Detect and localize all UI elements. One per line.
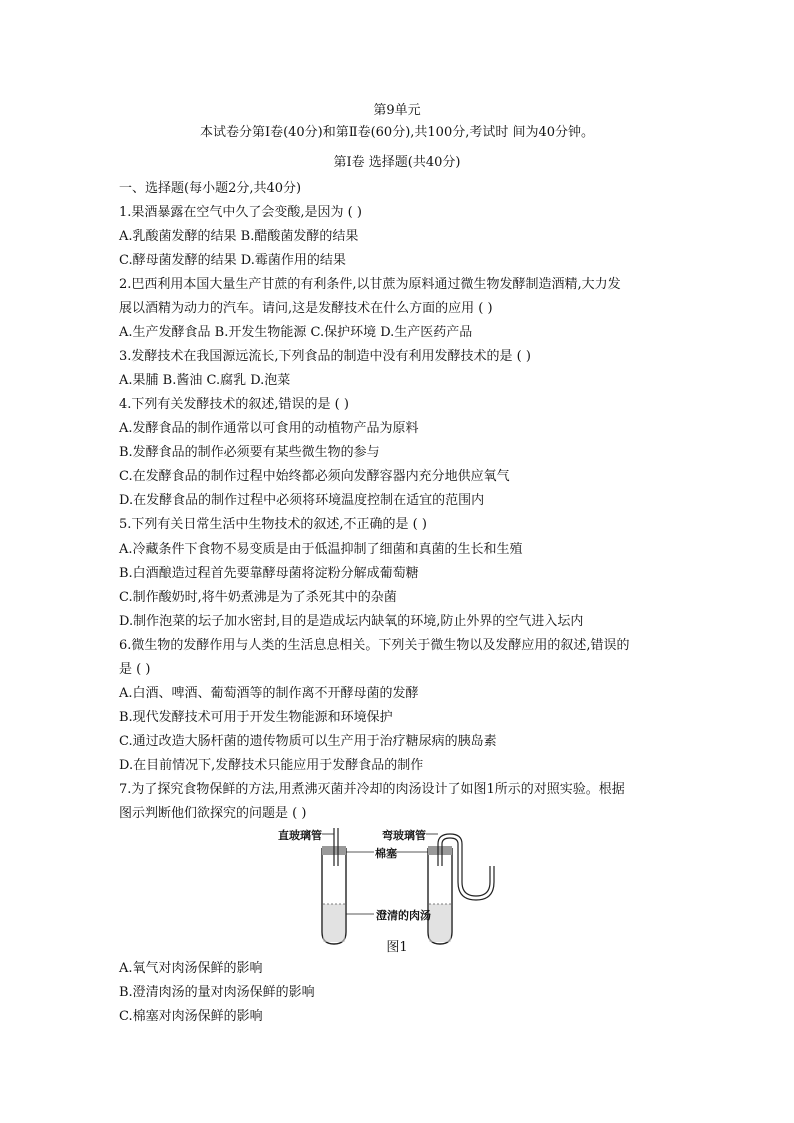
part-heading: 一、选择题(每小题2分,共40分) <box>119 181 302 196</box>
option-line: C.在发酵食品的制作过程中始终都必须向发酵容器内充分地供应氧气 <box>119 469 510 484</box>
option-line: C.制作酸奶时,将牛奶煮沸是为了杀死其中的杂菌 <box>119 590 397 605</box>
option-line: B.现代发酵技术可用于开发生物能源和环境保护 <box>119 710 393 725</box>
option-line: A.果脯 B.酱油 C.腐乳 D.泡菜 <box>119 373 291 388</box>
option-line: B.澄清肉汤的量对肉汤保鲜的影响 <box>119 985 315 1000</box>
option-line: C.通过改造大肠杆菌的遗传物质可以生产用于治疗糖尿病的胰岛素 <box>119 734 497 749</box>
label-broth: 澄清的肉汤 <box>376 909 431 922</box>
option-line: A.发酵食品的制作通常以可食用的动植物产品为原料 <box>119 421 419 436</box>
option-line: A.氧气对肉汤保鲜的影响 <box>119 961 263 976</box>
option-line: D.在目前情况下,发酵技术只能应用于发酵食品的制作 <box>119 758 424 773</box>
option-line: C.酵母菌发酵的结果 D.霉菌作用的结果 <box>119 253 346 268</box>
question-line: 6.微生物的发酵作用与人类的生活息息相关。下列关于微生物以及发酵应用的叙述,错误的 <box>119 638 630 653</box>
test-tube-diagram <box>278 826 518 954</box>
figure-1 <box>278 826 518 954</box>
option-line: A.白酒、啤酒、葡萄酒等的制作离不开酵母菌的发酵 <box>119 686 419 701</box>
section-title: 第Ⅰ卷 选择题(共40分) <box>333 155 461 170</box>
question-line: 是 ( ) <box>119 662 151 677</box>
question-line: 7.为了探究食物保鲜的方法,用煮沸灭菌并冷却的肉汤设计了如图1所示的对照实验。根据 <box>119 782 625 797</box>
figure-caption: 图1 <box>386 940 408 955</box>
question-line: 图示判断他们欲探究的问题是 ( ) <box>119 806 307 821</box>
unit-title: 第9单元 <box>373 103 421 118</box>
label-cotton: 棉塞 <box>375 847 397 860</box>
option-line: D.在发酵食品的制作过程中必须将环境温度控制在适宜的范围内 <box>119 493 485 508</box>
option-line: B.白酒酿造过程首先要靠酵母菌将淀粉分解成葡萄糖 <box>119 566 419 581</box>
question-line: 2.巴西利用本国大量生产甘蔗的有利条件,以甘蔗为原料通过微生物发酵制造酒精,大力发 <box>119 277 621 292</box>
label-straight-tube: 直玻璃管 <box>278 829 322 842</box>
option-line: A.乳酸菌发酵的结果 B.醋酸菌发酵的结果 <box>119 229 359 244</box>
option-line: A.冷藏条件下食物不易变质是由于低温抑制了细菌和真菌的生长和生殖 <box>119 542 523 557</box>
question-line: 1.果酒暴露在空气中久了会变酸,是因为 ( ) <box>119 205 362 220</box>
label-bent-tube: 弯玻璃管 <box>382 829 426 842</box>
question-line: 3.发酵技术在我国源远流长,下列食品的制造中没有利用发酵技术的是 ( ) <box>119 349 531 364</box>
option-line: B.发酵食品的制作必须要有某些微生物的参与 <box>119 445 380 460</box>
option-line: A.生产发酵食品 B.开发生物能源 C.保护环境 D.生产医药产品 <box>119 325 473 340</box>
question-line: 5.下列有关日常生活中生物技术的叙述,不正确的是 ( ) <box>119 517 427 532</box>
bent-glass-tube <box>438 834 490 896</box>
instructions: 本试卷分第Ⅰ卷(40分)和第Ⅱ卷(60分),共100分,考试时 间为40分钟。 <box>199 125 595 140</box>
question-line: 4.下列有关发酵技术的叙述,错误的是 ( ) <box>119 397 349 412</box>
option-line: D.制作泡菜的坛子加水密封,目的是造成坛内缺氧的环境,防止外界的空气进入坛内 <box>119 614 584 629</box>
right-cotton-plug <box>428 846 452 855</box>
question-line: 展以酒精为动力的汽车。请问,这是发酵技术在什么方面的应用 ( ) <box>119 301 493 316</box>
option-line: C.棉塞对肉汤保鲜的影响 <box>119 1009 263 1024</box>
